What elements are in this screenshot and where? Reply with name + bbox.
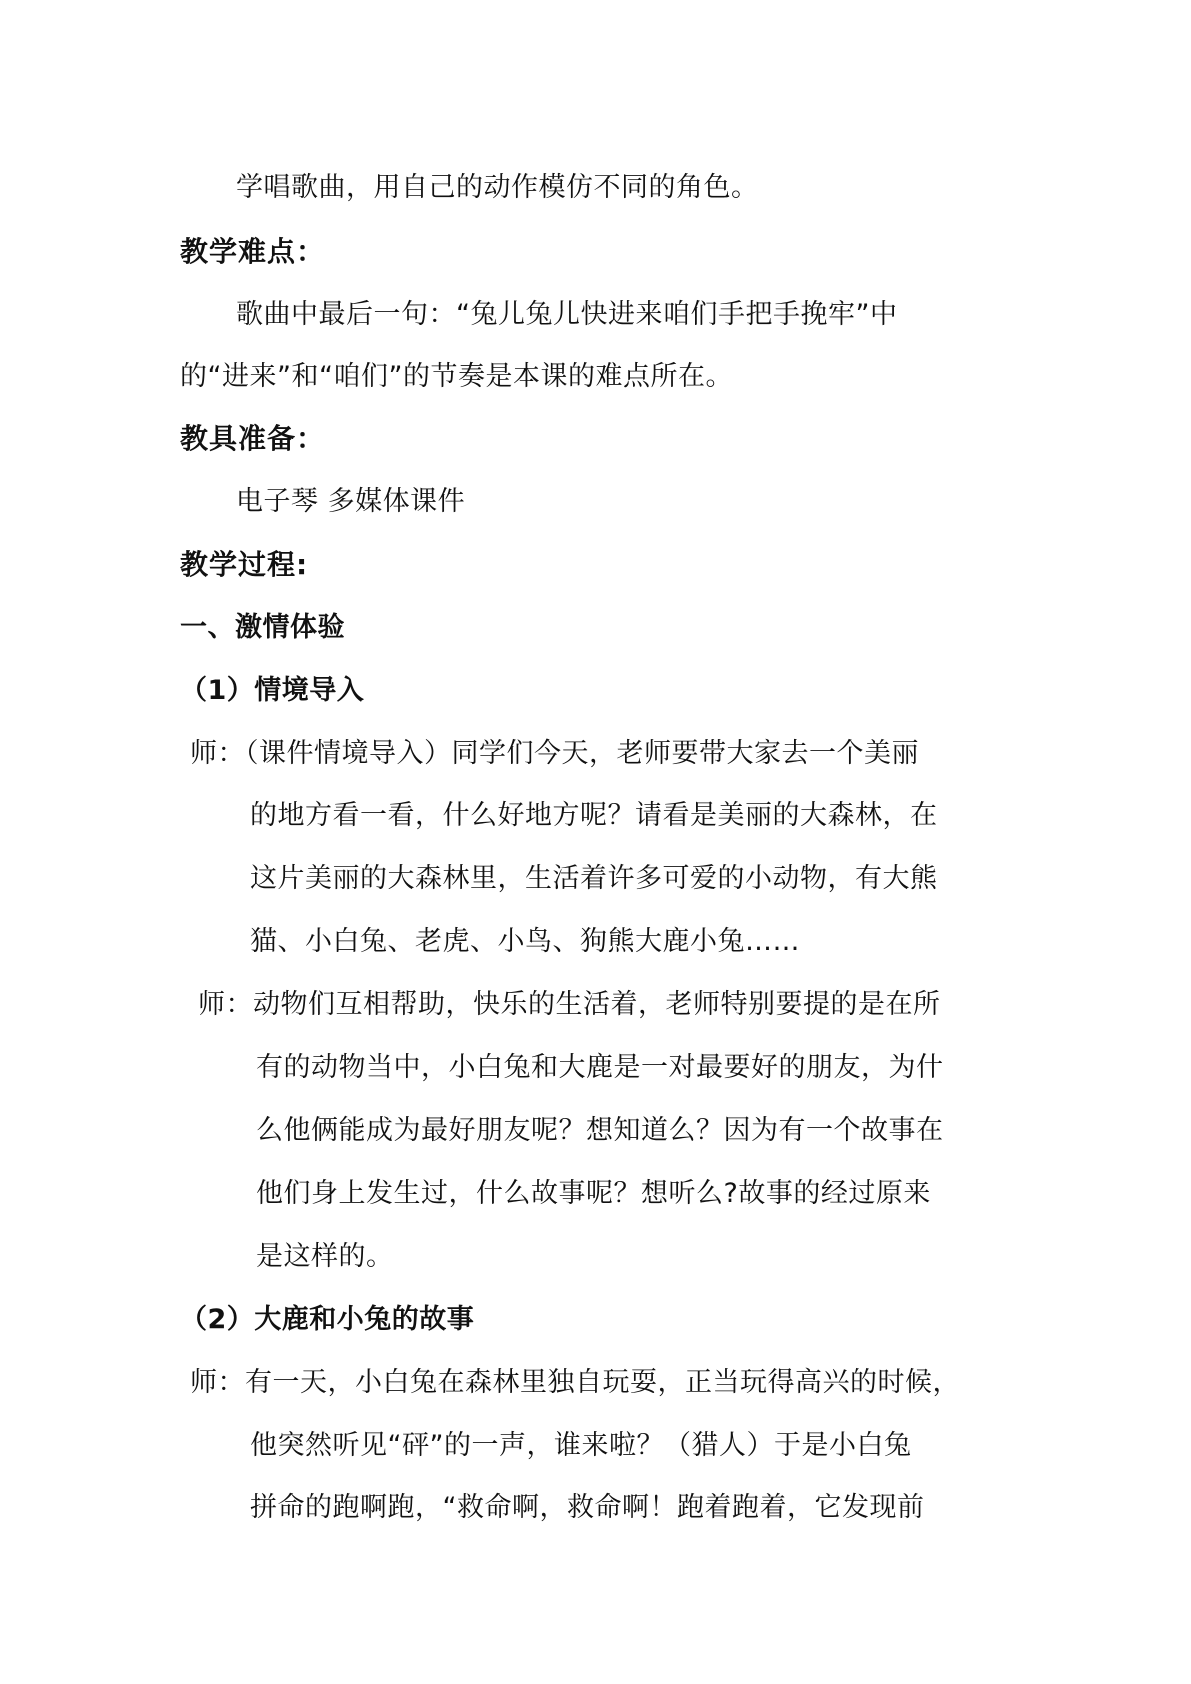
section-heading-teaching-aids: 教具准备： [180, 422, 326, 455]
body-text-line: 歌曲中最后一句：“兔儿兔儿快进来咱们手把手挽牢”中 [236, 299, 898, 330]
dialogue-continuation: 猫、小白兔、老虎、小鸟、狗熊大鹿小兔…… [250, 926, 800, 957]
dialogue-line: 师：（课件情境导入）同学们今天，老师要带大家去一个美丽 [190, 738, 919, 769]
body-text-line: 的“进来”和“咱们”的节奏是本课的难点所在。 [180, 361, 733, 392]
dialogue-line: 师：动物们互相帮助，快乐的生活着，老师特别要提的是在所 [198, 989, 941, 1020]
dialogue-continuation: 这片美丽的大森林里，生活着许多可爱的小动物，有大熊 [250, 863, 938, 894]
subsection-heading: （1）情境导入 [180, 675, 365, 706]
dialogue-continuation: 么他俩能成为最好朋友呢？想知道么？因为有一个故事在 [256, 1115, 944, 1146]
dialogue-continuation: 的地方看一看，什么好地方呢？请看是美丽的大森林，在 [250, 800, 938, 831]
section-heading-teaching-difficulty: 教学难点： [180, 235, 326, 268]
section-heading-teaching-process: 教学过程: [180, 548, 309, 581]
dialogue-line: 师：有一天，小白兔在森林里独自玩耍，正当玩得高兴的时候， [190, 1367, 960, 1398]
dialogue-continuation: 是这样的。 [256, 1241, 394, 1272]
dialogue-continuation: 他们身上发生过，什么故事呢？想听么?故事的经过原来 [256, 1178, 931, 1209]
subsection-heading: 一、激情体验 [180, 612, 345, 643]
dialogue-continuation: 他突然听见“砰”的一声，谁来啦？（猎人）于是小白兔 [250, 1430, 912, 1461]
body-text-line: 学唱歌曲，用自己的动作模仿不同的角色。 [236, 172, 759, 203]
dialogue-continuation: 有的动物当中，小白兔和大鹿是一对最要好的朋友，为什 [256, 1052, 944, 1083]
dialogue-continuation: 拼命的跑啊跑，“救命啊，救命啊！跑着跑着，它发现前 [250, 1492, 925, 1523]
body-text-line: 电子琴 多媒体课件 [236, 486, 466, 517]
subsection-heading: （2）大鹿和小兔的故事 [180, 1304, 475, 1335]
